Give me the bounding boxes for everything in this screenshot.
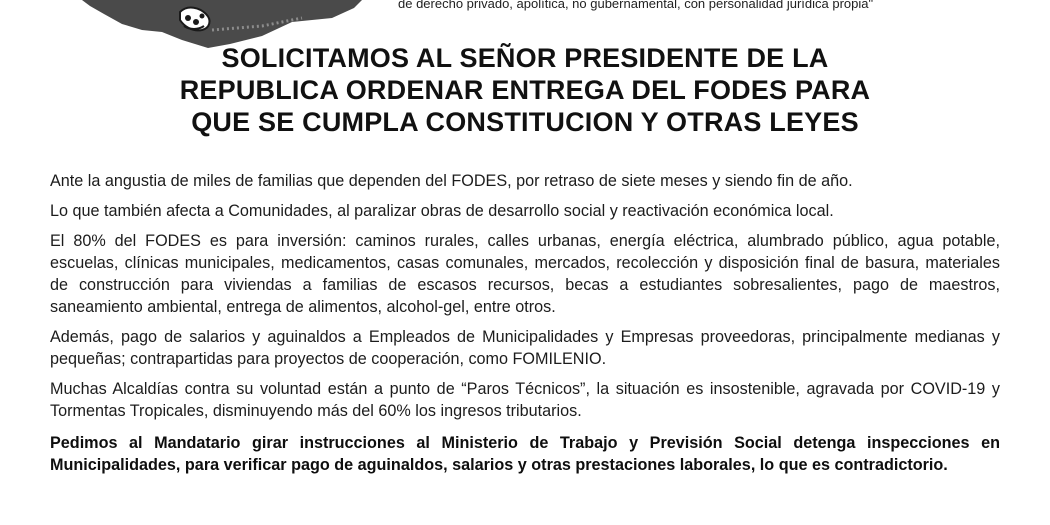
page-title xyxy=(0,42,1050,138)
paragraph-request: Pedimos al Mandatario girar instrucciones al Ministerio de Trabajo y Previsión Social detenga inspecciones en Municipalidades, para verificar pago de aguinaldos, salarios y otras prestaciones laborales, lo que es contradictorio. xyxy=(50,434,1000,474)
paragraph-2: Lo que también afecta a Comunidades, al paralizar obras de desarrollo social y reactivación económica local. xyxy=(50,202,834,220)
title-line-1: SOLICITAMOS AL SEÑOR PRESIDENTE DE LA xyxy=(221,43,829,73)
article-body xyxy=(50,170,1000,484)
header-tagline: de derecho privado, apolítica, no gubernamental, con personalidad jurídica propia" xyxy=(398,0,874,11)
title-line-2: REPUBLICA ORDENAR ENTREGA DEL FODES PARA xyxy=(179,75,871,105)
paragraph-4: Además, pago de salarios y aguinaldos a Empleados de Municipalidades y Empresas proveedoras, principalmente medianas y pequeñas; contrapartidas para proyectos de cooperación, como FOMILENIO. xyxy=(50,328,1000,368)
title-line-3: QUE SE CUMPLA CONSTITUCION Y OTRAS LEYES xyxy=(191,107,859,137)
paragraph-5: Muchas Alcaldías contra su voluntad están a punto de “Paros Técnicos”, la situación es insostenible, agravada por COVID-19 y Tormentas Tropicales, disminuyendo más del 60% los ingresos tributarios. xyxy=(50,380,1000,420)
paragraph-1: Ante la angustia de miles de familias que dependen del FODES, por retraso de siete meses y siendo fin de año. xyxy=(50,172,853,190)
paragraph-3: El 80% del FODES es para inversión: caminos rurales, calles urbanas, energía eléctrica, alumbrado público, agua potable, escuelas, clínicas municipales, medicamentos, casas comunales, mercados, recolección y disposición final de basura, materiales de construcción para viviendas a familias de escasos recursos, becas a estudiantes sobresalientes, pago de maestros, saneamiento ambiental, entrega de alimentos, alcohol-gel, entre otros. xyxy=(50,232,1000,316)
logo-map-shape xyxy=(82,0,362,48)
